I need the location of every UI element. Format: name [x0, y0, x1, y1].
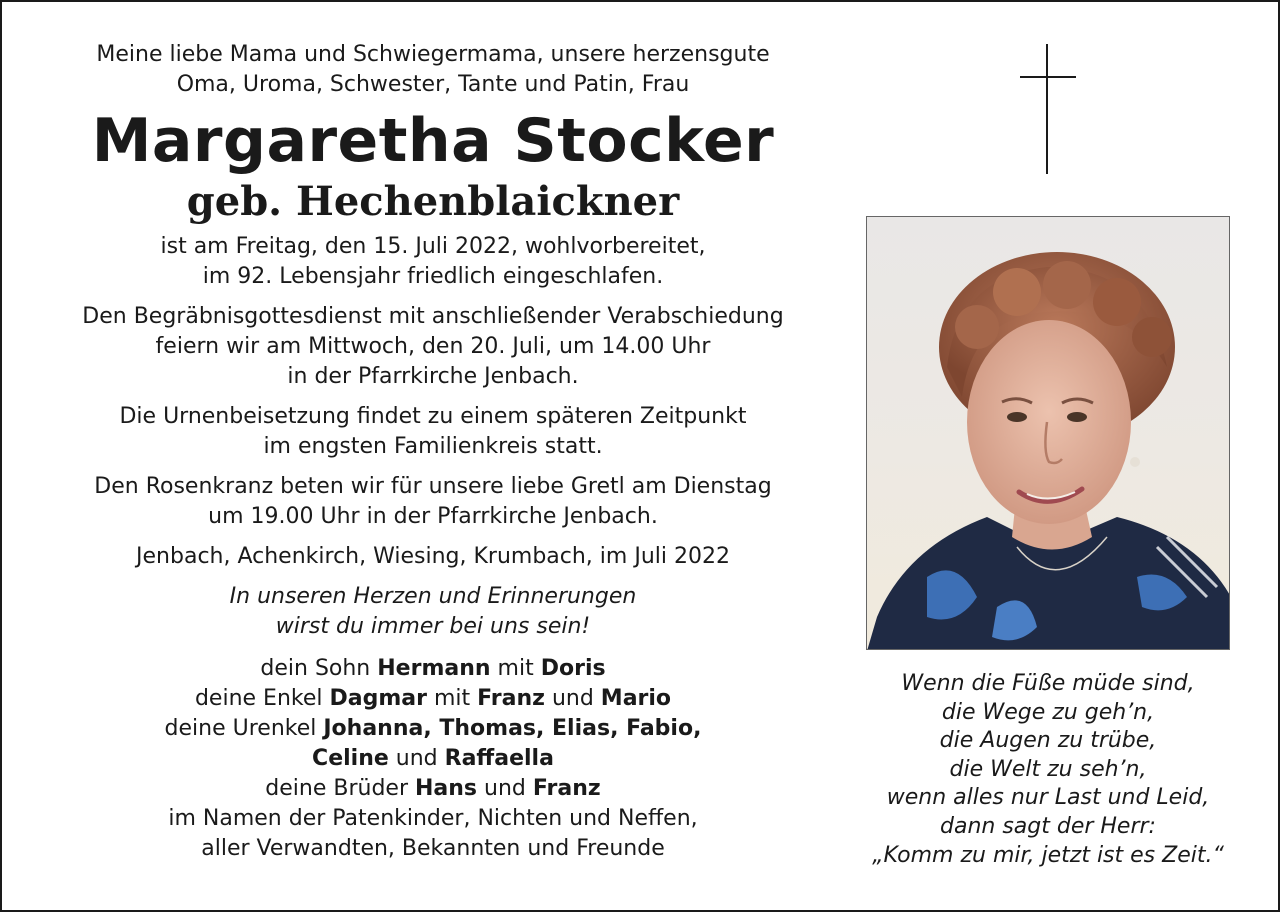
- maiden-name: geb. Hechenblaickner: [186, 178, 680, 225]
- mourner-name: Franz: [532, 776, 601, 801]
- mourner-prefix: deine Enkel: [194, 686, 323, 711]
- mourner-line-great-grandchildren: [20, 714, 846, 744]
- motto-line: wirst du immer bei uns sein!: [275, 614, 591, 639]
- poem-line: wenn alles nur Last und Leid,: [886, 785, 1210, 811]
- mourner-line-brothers: [20, 774, 846, 804]
- mourner-conjunction: mit: [497, 656, 534, 681]
- poem-line: Wenn die Füße müde sind,: [901, 671, 1195, 696]
- funeral-line: Den Begräbnisgottesdienst mit anschließender Verabschiedung: [82, 304, 784, 329]
- mourner-line-grandchildren: [20, 684, 846, 714]
- mourner-name: Johanna, Thomas, Elias, Fabio,: [323, 716, 702, 741]
- poem: [848, 670, 1248, 870]
- mourner-prefix: deine Urenkel: [164, 716, 317, 741]
- mourner-conjunction: und: [484, 776, 526, 801]
- motto-line: In unseren Herzen und Erinnerungen: [229, 584, 637, 609]
- mourner-name: Mario: [600, 686, 672, 711]
- death-notice: [20, 232, 846, 292]
- mourner-conjunction: mit: [433, 686, 471, 711]
- mourner-line-great-grandchildren-2: [20, 744, 846, 774]
- urn-line: Die Urnenbeisetzung findet zu einem späteren Zeitpunkt: [119, 404, 747, 429]
- poem-line: „Komm zu mir, jetzt ist es Zeit.“: [872, 842, 1224, 868]
- rosary-notice: [20, 472, 846, 532]
- poem-line: dann sagt der Herr:: [940, 813, 1156, 839]
- urn-notice: [20, 402, 846, 462]
- portrait-photo: [866, 216, 1230, 650]
- mourner-prefix: dein Sohn: [260, 656, 371, 681]
- mourner-conjunction: und: [551, 686, 594, 711]
- rosary-line: um 19.00 Uhr in der Pfarrkirche Jenbach.: [208, 504, 658, 529]
- mourner-name: Hans: [415, 776, 478, 801]
- place-date: Jenbach, Achenkirch, Wiesing, Krumbach, im Juli 2022: [136, 544, 730, 569]
- mourners-list: [20, 654, 846, 864]
- notice-text-column: [20, 40, 846, 864]
- deceased-name: Margaretha Stocker: [91, 106, 775, 176]
- mourner-name: Doris: [540, 656, 606, 681]
- mourner-name: Raffaella: [444, 746, 554, 771]
- intro-line: Oma, Uroma, Schwester, Tante und Patin, Frau: [176, 72, 690, 97]
- funeral-line: in der Pfarrkirche Jenbach.: [287, 364, 579, 389]
- motto: [20, 582, 846, 642]
- mourner-prefix: deine Brüder: [265, 776, 409, 801]
- poem-line: die Welt zu seh’n,: [949, 756, 1147, 782]
- mourner-closing-line: im Namen der Patenkinder, Nichten und Neffen,: [168, 806, 698, 831]
- funeral-notice: [20, 302, 846, 392]
- death-notice-line: im 92. Lebensjahr friedlich eingeschlafen.: [202, 264, 664, 289]
- poem-line: die Augen zu trübe,: [939, 728, 1157, 754]
- urn-line: im engsten Familienkreis statt.: [263, 434, 603, 459]
- poem-line: die Wege zu geh’n,: [941, 699, 1155, 725]
- funeral-line: feiern wir am Mittwoch, den 20. Juli, um 14.00 Uhr: [155, 334, 711, 359]
- portrait-illustration: [867, 217, 1230, 650]
- mourner-name: Celine: [312, 746, 389, 771]
- mourner-name: Hermann: [377, 656, 491, 681]
- death-notice-line: ist am Freitag, den 15. Juli 2022, wohlvorbereitet,: [160, 234, 706, 259]
- mourner-conjunction: und: [395, 746, 438, 771]
- intro-text: [20, 40, 846, 100]
- mourner-name: Franz: [477, 686, 545, 711]
- mourner-line-son: [20, 654, 846, 684]
- cross-icon: [1020, 44, 1076, 174]
- mourner-closing-line: aller Verwandten, Bekannten und Freunde: [201, 836, 665, 861]
- rosary-line: Den Rosenkranz beten wir für unsere liebe Gretl am Dienstag: [94, 474, 772, 499]
- mourner-name: Dagmar: [329, 686, 427, 711]
- intro-line: Meine liebe Mama und Schwiegermama, unsere herzensgute: [96, 42, 770, 67]
